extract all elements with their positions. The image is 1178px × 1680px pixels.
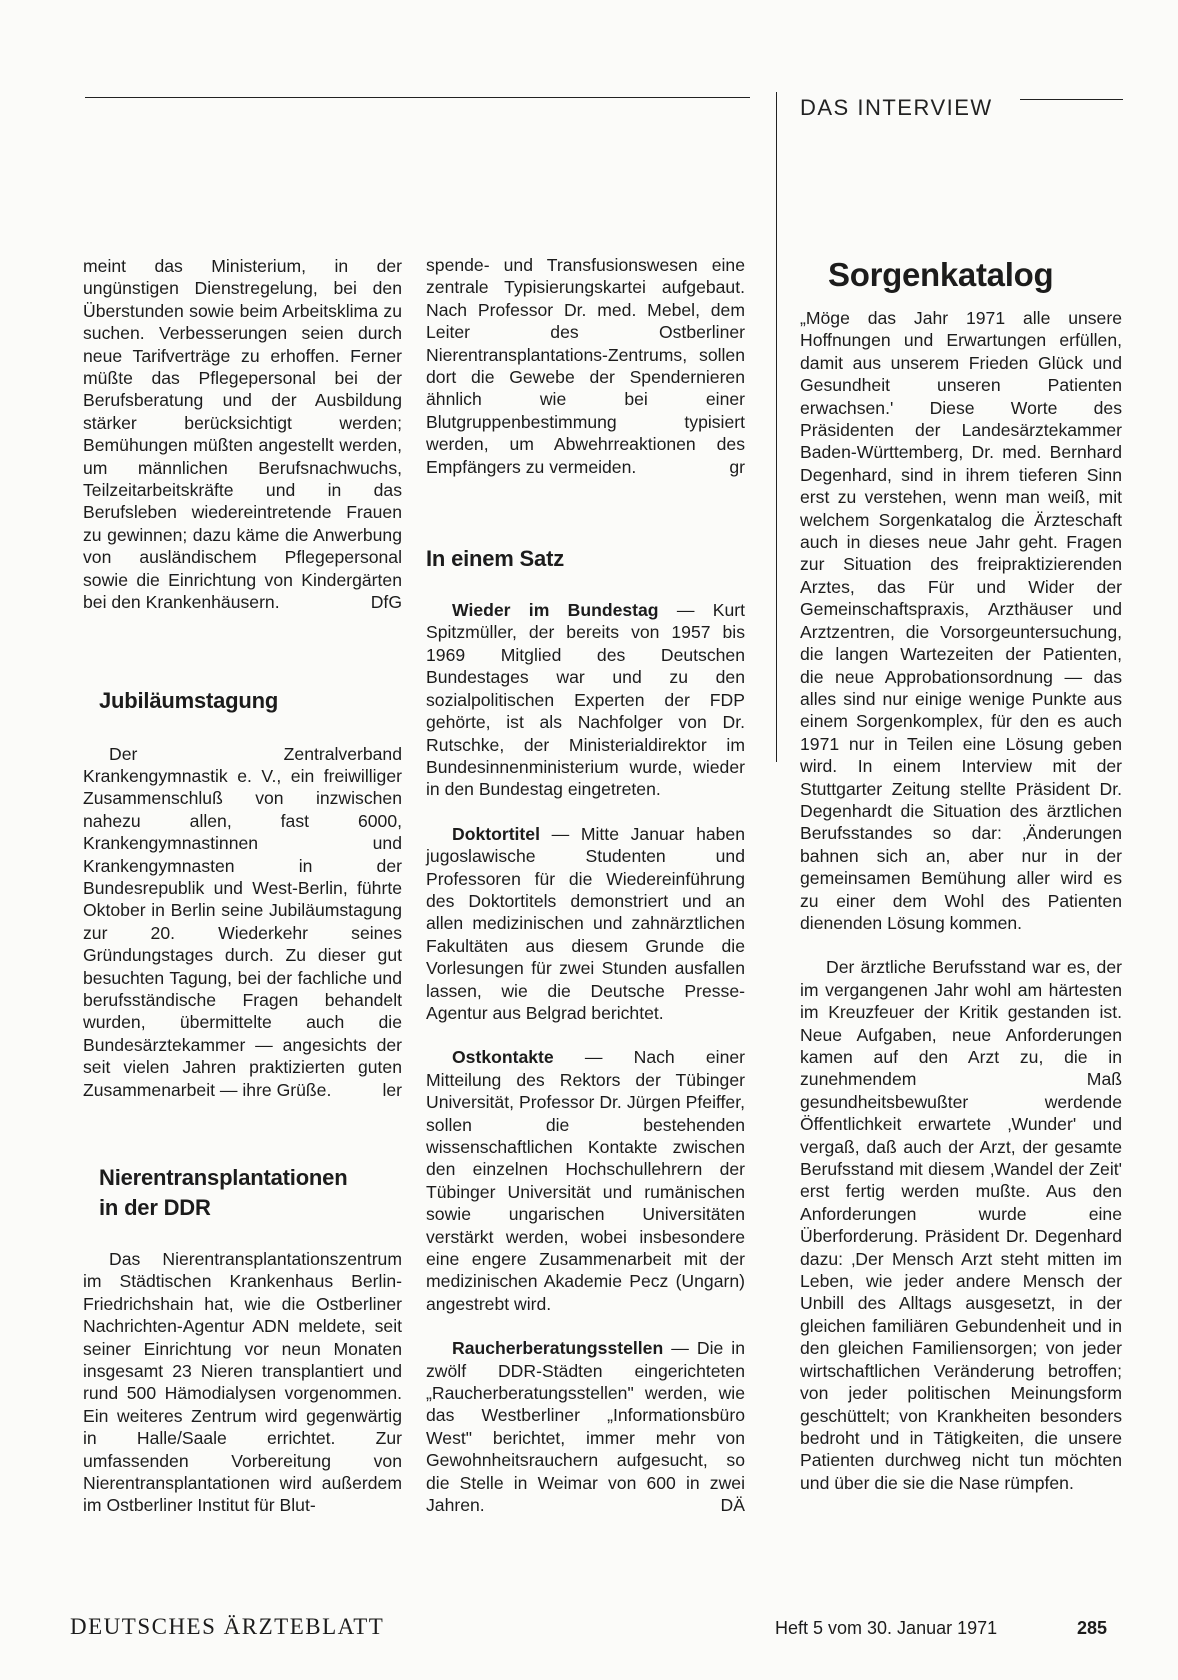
page-number: 285 <box>1077 1618 1108 1638</box>
niere-heading-line1: Nierentransplantationen <box>99 1165 348 1190</box>
niere-heading <box>99 1163 402 1223</box>
news-item-lead: Raucherberatungsstellen <box>452 1338 664 1359</box>
column-2 <box>426 254 745 1517</box>
continuation-paragraph <box>426 254 745 478</box>
niere-paragraph: Das Nierentransplantationszentrum im Städtischen Krankenhaus Berlin-Friedrichshain hat, wie die Ostberliner Nachrichten-Agentur ADN meldete, seit seiner Einrichtung vor neun Monaten insgesamt 23 Nieren transplantiert und rund 500 Hämodialysen vorgenommen. Ein weiteres Zentrum wird gegenwärtig in Halle/Saale errichtet. Zur umfassenden Vorbereitung von Nierentransplantationen wird außerdem im Ostberliner Institut für Blut- <box>83 1249 402 1516</box>
column-3 <box>800 255 1122 1494</box>
publication-name: DEUTSCHES ÄRZTEBLATT <box>70 1614 385 1639</box>
column-divider <box>776 92 777 762</box>
continuation-text: spende- und Transfusionswesen eine zentrale Typisierungskartei aufgebaut. Nach Professor Dr. med. Mebel, dem Leiter des Ostberliner Nierentransplantations-Zentrums, sollen dort die Gewebe der Spendernieren ähnlich wie bei einer Blutgruppenbestimmung typisiert werden, um Abwehrreaktionen des Empfängers zu vermeiden. <box>426 255 745 477</box>
author-signature: DfG <box>370 592 402 613</box>
jubilaeum-heading: Jubiläumstagung <box>99 687 279 713</box>
news-item <box>426 1046 745 1315</box>
section-rubric: DAS INTERVIEW <box>800 95 993 120</box>
article-paragraph-1: „Möge das Jahr 1971 alle unsere Hoffnungen und Erwartungen erfüllen, damit aus unserem Frieden Glück und Gesundheit unseren Patienten erwachsen.' Diese Worte des Präsidenten der Landesärztekammer Baden-Württemberg, Dr. med. Bernhard Degenhard, sind in ihrem tieferen Sinn erst zu verstehen, wenn man weiß, mit welchem Sorgenkatalog die Ärzteschaft auch in dieses neue Jahr geht. Fragen zur Situation des freipraktizierenden Arztes, das Für und Wider der Gemeinschaftspraxis, Arzthäuser und Arztzentren, die Vorsorgeuntersuchung, die langen Wartezeiten der Patienten, die neue Approbationsordnung — das alles sind nur einige wenige Punkte aus einem Sorgenkomplex, für den es auch 1971 nur in Teilen eine Lösung geben wird. In einem Interview mit der Stuttgarter Zeitung stellte Präsident Dr. Degenhardt die Situation des ärztlichen Berufsstandes so dar: ‚Änderungen bahnen sich an, aber nur in der gemeinsamen Bemühung aller wird es zu einer dem Wohl des Patienten dienenden Lösung kommen. <box>800 308 1122 933</box>
article-paragraph-2: Der ärztliche Berufsstand war es, der im vergangenen Jahr wohl am härtesten im Kreuzfeuer der Kritik gestanden ist. Neue Aufgaben, neue Anforderungen kamen auf den Arzt zu, die in zunehmendem Maß gesundheitsbewußter werdende Öffentlichkeit erwartete ‚Wunder' und vergaß, daß auch der Arzt, der gesamte Berufsstand mit diesem ‚Wandel der Zeit' erst fertig werden mußte. Aus den Anforderungen wurde eine Überforderung. Präsident Dr. Degenhard dazu: ‚Der Mensch Arzt steht mitten im Leben, wie jeder andere Mensch der Unbill des Alltags ausgesetzt, in der gleichen familiären Gebundenheit und in den gleichen Familiensorgen; von jeder wirtschaftlichen Veränderung betroffen; von jeder politischen Meinungsform geschüttelt; von Krankheiten besonders bedroht und in Tätigkeiten, die unsere Patienten durchweg nicht tun möchten und über die sie die Nase rümpfen. <box>800 957 1122 1493</box>
news-item-lead: Wieder im Bundestag <box>452 600 659 621</box>
news-item <box>426 823 745 1025</box>
intro-text: meint das Ministerium, in der ungünstigen Dienstregelung, bei den Überstunden sowie beim Arbeitsklima zu suchen. Verbesserungen seien durch neue Tarifverträge zu erhoffen. Ferner müßte das Pflegepersonal bei der Berufsberatung und der Ausbildung stärker berücksichtigt werden; Bemühungen müßten angestellt werden, um männlichen Berufsnachwuchs, Teilzeitarbeitskräfte und in das Berufsleben wiedereintretende Frauen zu gewinnen; dazu käme die Anwerbung von ausländischem Pflegepersonal sowie die Einrichtung von Kindergärten bei den Krankenhäusern. <box>83 256 402 613</box>
news-item-lead: Ostkontakte <box>452 1047 554 1068</box>
jubilaeum-paragraph <box>83 743 402 1102</box>
news-item <box>426 599 745 801</box>
intro-paragraph <box>83 255 402 614</box>
top-rule <box>85 97 750 98</box>
news-item <box>426 1337 745 1516</box>
news-item-text: — Nach einer Mitteilung des Rektors der Tübinger Universität, Professor Dr. Jürgen Pfeiffer, sollen die bestehenden wissenschaftlichen Kontakte zwischen den einzelnen Hochschullehrern der Tübinger Universität und rumänischen sowie ungarischen Universitäten verstärkt werden, wobei insbesondere eine engere Zusammenarbeit mit der medizinischen Akademie Pecz (Ungarn) angestrebt wird. <box>426 1047 745 1314</box>
news-item-text: — Die in zwölf DDR-Städten eingerichteten „Raucherberatungsstellen" werden, wie das Westberliner „Informationsbüro West" berichtet, immer mehr von Gewohnheitsrauchern aufgesucht, so die Stelle in Weimar von 600 in zwei Jahren. <box>426 1338 745 1516</box>
news-item-text: — Kurt Spitzmüller, der bereits von 1957 bis 1969 Mitglied des Deutschen Bundestages war und zu den sozialpolitischen Experten der FDP gehörte, ist als Nachfolger von Dr. Rutschke, der Ministerialdirektor im Bundesinnenministerium wurde, wieder in den Bundestag eingetreten. <box>426 600 746 800</box>
news-item-lead: Doktortitel <box>452 823 540 844</box>
news-item-text: — Mitte Januar haben jugoslawische Studenten und Professoren für die Wiedereinführung des Doktortitels demonstriert und an allen medizinischen und zahnärztlichen Fakultäten aus diesem Grunde die Vorlesungen für zwei Stunden ausfallen lassen, wie die Deutsche Presse-Agentur aus Belgrad berichtet. <box>426 823 745 1023</box>
article-title: Sorgenkatalog <box>828 256 1054 293</box>
jubilaeum-text: Der Zentralverband Krankengymnastik e. V., ein freiwilliger Zusammenschluß von inzwischen nahezu allen, fast 6000, Krankengymnastinnen und Krankengymnasten in der Bundesrepublik und West-Berlin, führte Oktober in Berlin seine Jubiläumstagung zur 20. Wiederkehr seines Gründungstages durch. Zu dieser gut besuchten Tagung, bei der fachliche und berufsständische Fragen behandelt wurden, übermittelte auch die Bundesärztekammer — angesichts der seit vielen Jahren praktizierten guten Zusammenarbeit — ihre Grüße. <box>83 743 402 1100</box>
issue-info: Heft 5 vom 30. Januar 1971 <box>775 1618 998 1638</box>
in-einem-satz-heading: In einem Satz <box>426 546 564 572</box>
column-1 <box>83 255 402 1517</box>
author-signature: gr <box>729 456 745 477</box>
niere-heading-line2: in der DDR <box>99 1195 211 1220</box>
author-signature: DÄ <box>720 1495 745 1516</box>
author-signature: ler <box>382 1079 402 1100</box>
rubric-rule <box>1020 99 1123 100</box>
